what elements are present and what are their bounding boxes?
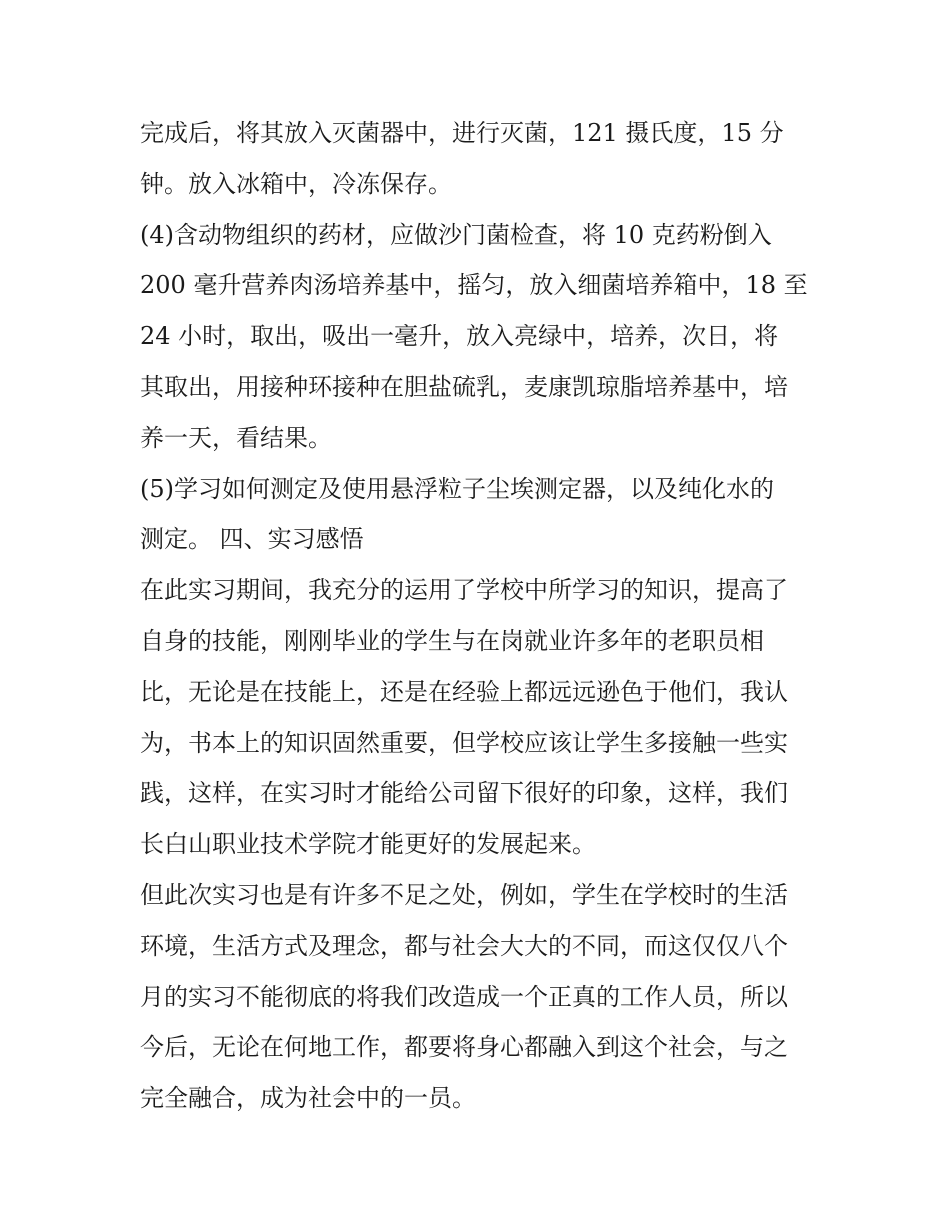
- text-line: 在此实习期间，我充分的运用了学校中所学习的知识，提高了: [140, 576, 788, 605]
- text-line: 长白山职业技术学院才能更好的发展起来。: [140, 830, 596, 859]
- text-line: 月的实习不能彻底的将我们改造成一个正真的工作人员，所以: [140, 982, 788, 1011]
- text-line: 200 毫升营养肉汤培养基中，摇匀，放入细菌培养箱中，18 至: [140, 271, 808, 300]
- text-line: 但此次实习也是有许多不足之处，例如，学生在学校时的生活: [140, 880, 788, 909]
- text-line: 比，无论是在技能上，还是在经验上都远远逊色于他们，我认: [140, 677, 788, 706]
- text-line: 践，这样，在实习时才能给公司留下很好的印象，这样，我们: [140, 779, 788, 808]
- text-line: 其取出，用接种环接种在胆盐硫乳，麦康凯琼脂培养基中，培: [140, 372, 788, 401]
- text-line: (5)学习如何测定及使用悬浮粒子尘埃测定器，以及纯化水的: [140, 474, 774, 503]
- text-line: 完全融合，成为社会中的一员。: [140, 1084, 476, 1113]
- text-line: 环境，生活方式及理念，都与社会大大的不同，而这仅仅八个: [140, 931, 788, 960]
- text-line: 今后，无论在何地工作，都要将身心都融入到这个社会，与之: [140, 1033, 788, 1062]
- text-line: 完成后，将其放入灭菌器中，进行灭菌，121 摄氏度，15 分: [140, 119, 784, 147]
- text-line: 为，书本上的知识固然重要，但学校应该让学生多接触一些实: [140, 728, 788, 757]
- text-line: 24 小时，取出，吸出一毫升，放入亮绿中，培养，次日，将: [140, 322, 779, 351]
- text-line: 钟。放入冰箱中，冷冻保存。: [140, 169, 452, 198]
- body-text: [140, 108, 820, 1124]
- text-line: (4)含动物组织的药材，应做沙门菌检查，将 10 克药粉倒入: [140, 220, 772, 249]
- text-line: 养一天，看结果。: [140, 423, 332, 452]
- section-heading-line: 测定。 四、实习感悟: [140, 525, 364, 554]
- text-line: 自身的技能，刚刚毕业的学生与在岗就业许多年的老职员相: [140, 626, 764, 655]
